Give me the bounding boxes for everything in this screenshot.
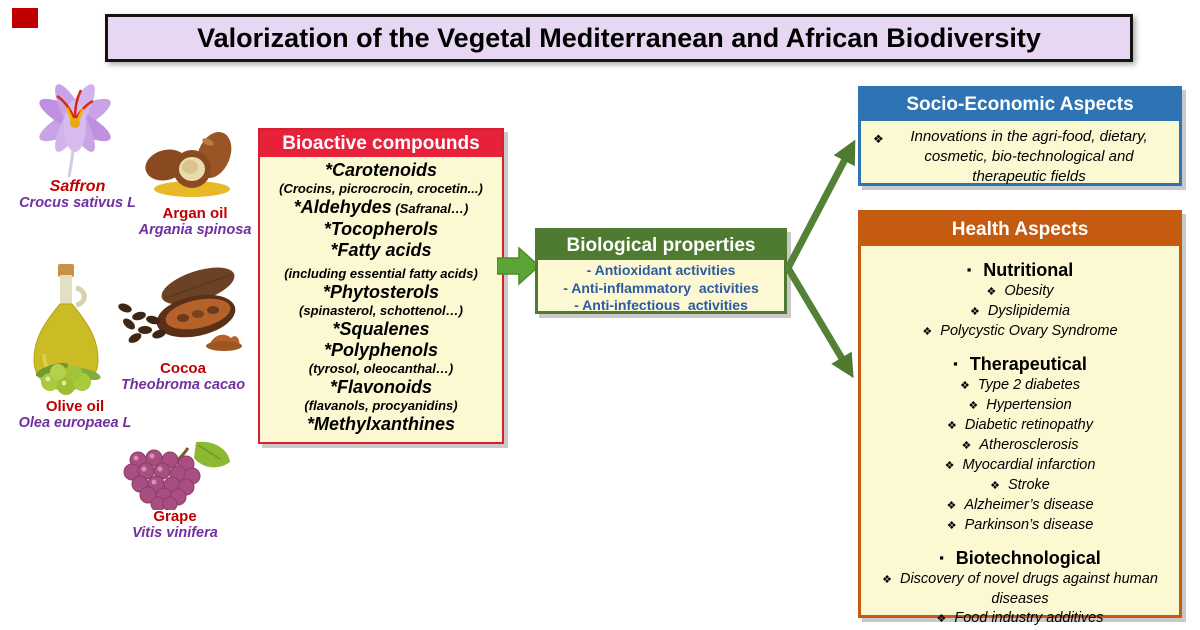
biological-properties-list [538,260,784,315]
grape-bunch-icon [118,438,233,510]
diamond-bullet-icon: ❖ [922,326,933,338]
plant-name: Grape [153,508,197,525]
cocoa-pods-icon [113,262,243,357]
bioactive-compounds-box [258,128,504,444]
plant-label-argan [128,205,262,239]
branch-arrows-icon [780,120,866,396]
plant-label-grape [100,508,250,542]
compound-line: *Squalenes [332,319,430,339]
plant-latin-name: Olea europaea L [18,415,132,431]
bioactive-compounds-list [260,157,502,435]
health-item: ❖ Polycystic Ovary Syndrome [922,323,1118,339]
diamond-bullet-icon: ❖ [990,480,1000,492]
socio-economic-box [858,86,1182,186]
diamond-bullet-icon: ❖ [873,132,884,146]
diamond-bullet-icon: ❖ [968,400,979,412]
compound-detail: (spinasterol, schottenol…) [299,303,463,318]
bioactive-compounds-header: Bioactive compounds [260,130,502,157]
olive-oil-bottle-icon [24,258,112,398]
compound-detail: (including essential fatty acids) [284,266,478,281]
socio-economic-header: Socio-Economic Aspects [861,89,1179,121]
diamond-bullet-icon: ❖ [946,520,957,532]
biological-activity: - Antioxidant activities [586,262,736,278]
compound-detail: (Crocins, picrocrocin, crocetin...) [279,181,483,196]
compound-line: *Carotenoids [324,160,438,180]
square-bullet-icon: ▪ [966,262,972,277]
saffron-flower-icon [15,78,135,178]
plant-name: Argan oil [162,205,228,222]
diamond-bullet-icon: ❖ [882,574,892,586]
plant-latin-name: Crocus sativus L [19,195,136,211]
diamond-bullet-icon: ❖ [960,380,970,392]
health-item: ❖ Diabetic retinopathy [946,417,1094,433]
health-item: ❖ Parkinson’s disease [946,517,1094,533]
biological-properties-header: Biological properties [538,231,784,260]
health-item: ❖ Myocardial infarction [944,457,1096,473]
health-item: ❖ Discovery of novel drugs against human diseases [882,571,1158,607]
diamond-bullet-icon: ❖ [969,306,980,318]
compound-detail: (tyrosol, oleocanthal…) [308,361,454,376]
compound-line: *Aldehydes (Safranal…) [293,197,469,217]
compound-line: *Methylxanthines [306,414,456,434]
diamond-bullet-icon: ❖ [944,460,955,472]
plant-label-olive [0,398,150,432]
health-item: ❖ Hypertension [968,397,1072,413]
health-item: ❖ Food industry additives [936,610,1104,626]
square-bullet-icon: ▪ [953,356,958,371]
page-title: Valorization of the Vegetal Mediterranean and African Biodiversity [105,14,1133,62]
diamond-bullet-icon: ❖ [946,420,957,432]
health-aspects-box [858,210,1182,626]
plant-latin-name: Theobroma cacao [120,377,246,393]
diamond-bullet-icon: ❖ [986,286,997,298]
health-item: ❖ Atherosclerosis [961,437,1079,453]
health-section-title: ▪ Therapeutical [953,354,1087,374]
biological-activity: - Anti-infectious activities [574,297,748,313]
biological-properties-box [535,228,787,314]
health-item: ❖ Dyslipidemia [969,303,1071,319]
argan-nuts-icon [140,128,245,200]
plant-name: Olive oil [45,398,105,415]
square-bullet-icon: ▪ [939,550,944,565]
red-corner-marker [12,8,38,28]
plant-name: Saffron [49,178,106,195]
plant-latin-name: Vitis vinifera [132,525,218,541]
socio-economic-text: ❖ Innovations in the agri-food, dietary, cosmetic, bio-technological and therapeutic fields [873,128,1148,185]
health-item: ❖ Alzheimer’s disease [946,497,1094,513]
compound-line: *Tocopherols [323,219,439,239]
plant-name: Cocoa [160,360,206,377]
compound-detail: (flavanols, procyanidins) [304,398,458,413]
health-aspects-content [861,246,1179,629]
health-section-title: ▪ Nutritional [966,260,1074,280]
plant-label-cocoa [113,360,253,394]
health-item: ❖ Type 2 diabetes [960,377,1080,393]
diamond-bullet-icon: ❖ [936,613,947,625]
health-item: ❖ Stroke [990,477,1050,493]
biological-activity: - Anti-inflammatory activities [563,279,759,296]
diamond-bullet-icon: ❖ [961,440,972,452]
flow-arrow-right-icon [497,243,539,289]
compound-line: *Polyphenols [323,340,439,360]
plant-latin-name: Argania spinosa [138,222,252,238]
compound-line: *Phytosterols [322,282,440,302]
health-section-title: ▪ Biotechnological [939,548,1101,568]
health-item: ❖ Obesity [986,283,1054,299]
compound-line: *Fatty acids [330,240,432,260]
diamond-bullet-icon: ❖ [946,500,957,512]
health-aspects-header: Health Aspects [861,213,1179,246]
compound-line: *Flavonoids [329,377,432,397]
